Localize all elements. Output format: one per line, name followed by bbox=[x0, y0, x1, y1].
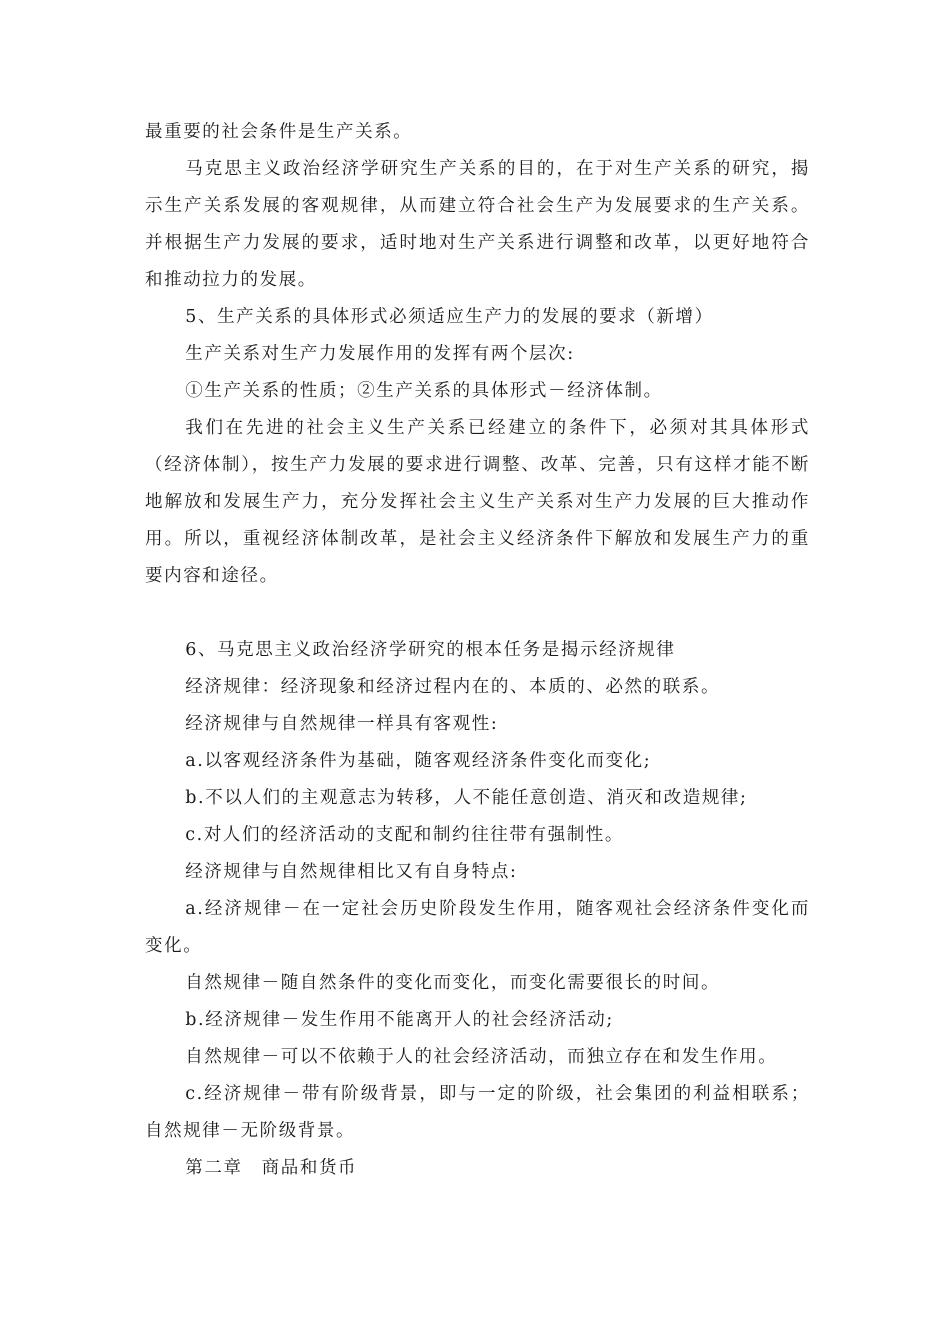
section-heading: 6、马克思主义政治经济学研究的根本任务是揭示经济规律 bbox=[185, 640, 676, 660]
paragraph: 生产关系对生产力发展作用的发挥有两个层次: bbox=[185, 344, 575, 364]
paragraph: 自然规律－可以不依赖于人的社会经济活动，而独立存在和发生作用。 bbox=[185, 1047, 778, 1067]
paragraph: ①生产关系的性质；②生产关系的具体形式－经济体制。 bbox=[185, 381, 663, 401]
chapter-heading: 第二章 商品和货币 bbox=[185, 1158, 358, 1178]
document-body bbox=[145, 114, 810, 1187]
paragraph: 经济规律与自然规律一样具有客观性: bbox=[185, 714, 499, 734]
paragraph: 最重要的社会条件是生产关系。 bbox=[145, 122, 413, 142]
list-item: b.经济规律－发生作用不能离开人的社会经济活动; bbox=[185, 1010, 614, 1030]
paragraph: 马克思主义政治经济学研究生产关系的目的，在于对生产关系的研究，揭示生产关系发展的客观规律，从而建立符合社会生产为发展要求的生产关系。并根据生产力发展的要求，适时地对生产关系进行调整和改革，以更好地符合和推动拉力的发展。 bbox=[145, 159, 810, 290]
list-item: a.以客观经济条件为基础，随客观经济条件变化而变化; bbox=[185, 751, 652, 771]
paragraph: 我们在先进的社会主义生产关系已经建立的条件下，必须对其具体形式（经济体制），按生产力发展的要求进行调整、改革、完善，只有这样才能不断地解放和发展生产力，充分发挥社会主义生产关系对生产力发展的巨大推动作用。所以，重视经济体制改革，是社会主义经济条件下解放和发展生产力的重要内容和途径。 bbox=[145, 418, 810, 586]
list-item: b.不以人们的主观意志为转移，人不能任意创造、消灭和改造规律; bbox=[185, 788, 748, 808]
paragraph: 经济规律与自然规律相比又有自身特点: bbox=[185, 862, 518, 882]
list-item: c.经济规律－带有阶级背景，即与一定的阶级，社会集团的利益相联系；自然规律－无阶级背景。 bbox=[145, 1084, 810, 1141]
list-item: a.经济规律－在一定社会历史阶段发生作用，随客观社会经济条件变化而变化。 bbox=[145, 899, 810, 956]
paragraph: 自然规律－随自然条件的变化而变化，而变化需要很长的时间。 bbox=[185, 973, 721, 993]
section-heading: 5、生产关系的具体形式必须适应生产力的发展的要求（新增） bbox=[185, 307, 714, 327]
list-item: c.对人们的经济活动的支配和制约往往带有强制性。 bbox=[185, 825, 625, 845]
blank-line bbox=[145, 595, 810, 632]
paragraph: 经济规律：经济现象和经济过程内在的、本质的、必然的联系。 bbox=[185, 677, 721, 697]
